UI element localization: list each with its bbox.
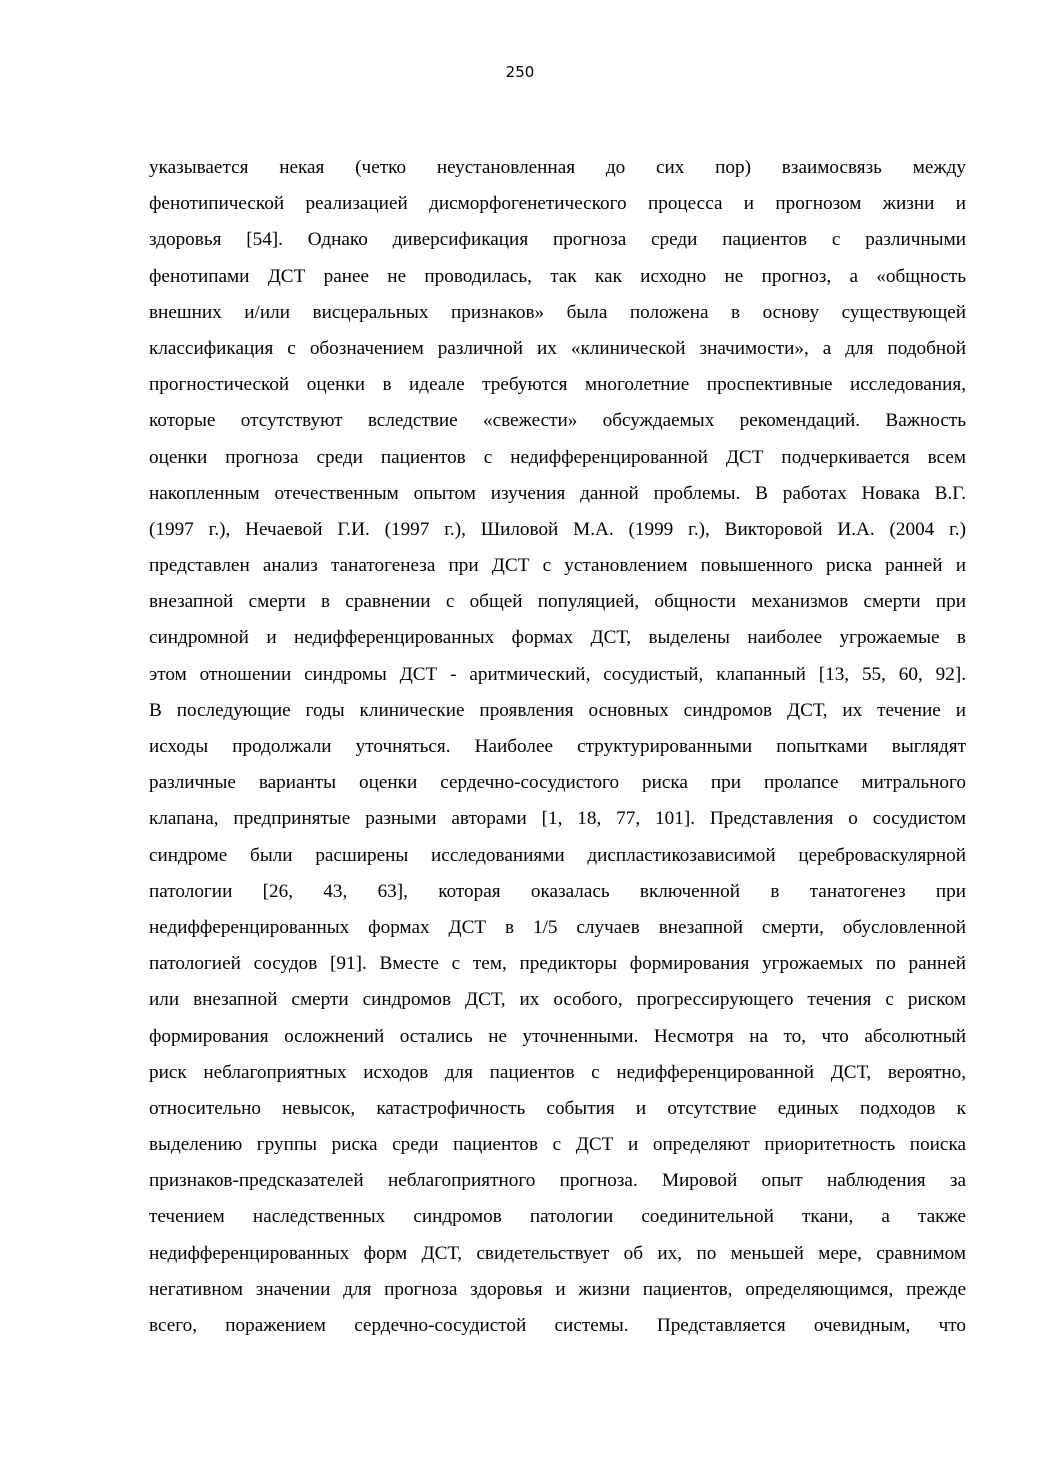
text-line: формирования осложнений остались не уточненными. Несмотря на то, что абсолютный <box>149 1025 966 1047</box>
text-line: которые отсутствуют вследствие «свежести» обсуждаемых рекомендаций. Важность <box>149 410 966 432</box>
text-line: фенотипической реализацией дисморфогенетического процесса и прогнозом жизни и <box>149 193 966 215</box>
text-line: недифференцированных форм ДСТ, свидетельствует об их, по меньшей мере, сравнимом <box>149 1242 966 1264</box>
text-line: классификация с обозначением различной их «клинической значимости», а для подобной <box>149 337 966 359</box>
text-line: негативном значении для прогноза здоровья и жизни пациентов, определяющимся, прежде <box>149 1278 966 1300</box>
text-line: выделению группы риска среди пациентов с ДСТ и определяют приоритетность поиска <box>149 1134 966 1156</box>
text-line: риск неблагоприятных исходов для пациентов с недифференцированной ДСТ, вероятно, <box>149 1061 966 1083</box>
text-line: этом отношении синдромы ДСТ - аритмический, сосудистый, клапанный [13, 55, 60, 92]. <box>149 663 966 685</box>
text-line: представлен анализ танатогенеза при ДСТ с установлением повышенного риска ранней и <box>149 555 966 577</box>
text-line: здоровья [54]. Однако диверсификация прогноза среди пациентов с различными <box>149 229 966 251</box>
text-line: или внезапной смерти синдромов ДСТ, их особого, прогрессирующего течения с риском <box>149 989 966 1011</box>
text-line: недифференцированных формах ДСТ в 1/5 случаев внезапной смерти, обусловленной <box>149 916 966 938</box>
text-line: прогностической оценки в идеале требуются многолетние проспективные исследования, <box>149 374 966 396</box>
text-line: В последующие годы клинические проявления основных синдромов ДСТ, их течение и <box>149 699 966 721</box>
text-line: признаков-предсказателей неблагоприятного прогноза. Мировой опыт наблюдения за <box>149 1170 966 1192</box>
text-line: оценки прогноза среди пациентов с недифференцированной ДСТ подчеркивается всем <box>149 446 966 468</box>
text-line: фенотипами ДСТ ранее не проводилась, так как исходно не прогноз, а «общность <box>149 265 966 287</box>
text-line: внезапной смерти в сравнении с общей популяцией, общности механизмов смерти при <box>149 591 966 613</box>
text-line: патологией сосудов [91]. Вместе с тем, предикторы формирования угрожаемых по ранней <box>149 953 966 975</box>
text-line: синдромной и недифференцированных формах ДСТ, выделены наиболее угрожаемые в <box>149 627 966 649</box>
page-number: 250 <box>505 63 535 81</box>
text-line: различные варианты оценки сердечно-сосудистого риска при пролапсе митрального <box>149 772 966 794</box>
text-line: накопленным отечественным опытом изучения данной проблемы. В работах Новака В.Г. <box>149 482 966 504</box>
text-line: внешних и/или висцеральных признаков» была положена в основу существующей <box>149 301 966 323</box>
text-line: синдроме были расширены исследованиями диспластикозависимой цереброваскулярной <box>149 844 966 866</box>
text-line: всего, поражением сердечно-сосудистой системы. Представляется очевидным, что <box>149 1315 966 1336</box>
text-line: исходы продолжали уточняться. Наиболее структурированными попытками выглядят <box>149 736 966 757</box>
body-paragraph <box>149 150 966 1344</box>
text-line: течением наследственных синдромов патологии соединительной ткани, а также <box>149 1206 966 1228</box>
text-line: патологии [26, 43, 63], которая оказалась включенной в танатогенез при <box>149 880 966 902</box>
text-line: указывается некая (четко неустановленная до сих пор) взаимосвязь между <box>149 157 966 178</box>
text-line: относительно невысок, катастрофичность события и отсутствие единых подходов к <box>149 1097 966 1119</box>
text-line: (1997 г.), Нечаевой Г.И. (1997 г.), Шиловой М.А. (1999 г.), Викторовой И.А. (2004 г.) <box>149 518 966 540</box>
text-line: клапана, предпринятые разными авторами [1, 18, 77, 101]. Представления о сосудистом <box>149 808 966 830</box>
